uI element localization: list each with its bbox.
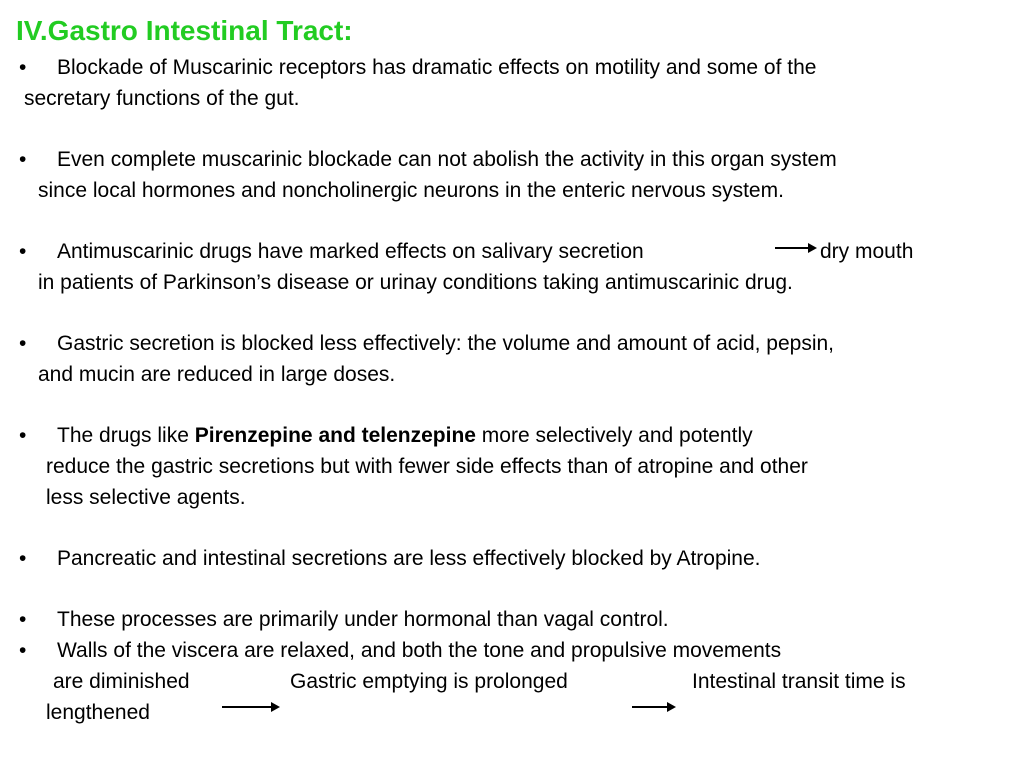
bullet-7-line-1: These processes are primarily under hormonal than vagal control. [57, 608, 669, 631]
bullet-marker: • [19, 332, 27, 355]
bullet-2-line-1: Even complete muscarinic blockade can not abolish the activity in this organ system [57, 148, 837, 171]
bullet-5-text-pre: The drugs like [57, 424, 195, 447]
bullet-marker: • [19, 56, 27, 79]
bullet-5-text-post: more selectively and potently [475, 424, 753, 447]
bullet-marker: • [19, 639, 27, 662]
bullet-marker: • [19, 240, 27, 263]
right-arrow-icon [632, 706, 674, 708]
bullet-1-line-2: secretary functions of the gut. [24, 87, 300, 110]
bullet-2-line-2: since local hormones and noncholinergic neurons in the enteric nervous system. [38, 179, 784, 202]
bullet-3-line-2: in patients of Parkinson’s disease or urinay conditions taking antimuscarinic drug. [38, 271, 793, 294]
bullet-8-line-2-part-a: are diminished [53, 670, 190, 693]
bullet-8-line-1: Walls of the viscera are relaxed, and both the tone and propulsive movements [57, 639, 782, 662]
bullet-6-line-1: Pancreatic and intestinal secretions are less effectively blocked by Atropine. [57, 547, 761, 570]
right-arrow-icon [775, 247, 815, 249]
bullet-8-line-2-part-b: Gastric emptying is prolonged [290, 670, 568, 693]
right-arrow-icon [222, 706, 278, 708]
bullet-3-text-before-arrow: Antimuscarinic drugs have marked effects on salivary secretion [57, 240, 644, 263]
bullet-5-line-2: reduce the gastric secretions but with fewer side effects than of atropine and other [46, 455, 808, 478]
drug-names-bold: Pirenzepine and telenzepine [194, 424, 476, 447]
bullet-3-text-after-arrow: dry mouth [820, 240, 914, 263]
bullet-8-line-2-part-c: Intestinal transit time is [692, 670, 906, 693]
bullet-marker: • [19, 547, 27, 570]
bullet-4-line-2: and mucin are reduced in large doses. [38, 363, 396, 386]
slide-title: IV.Gastro Intestinal Tract: [16, 15, 353, 46]
bullet-5-line-1 [57, 423, 753, 449]
bullet-marker: • [19, 424, 27, 447]
bullet-marker: • [19, 148, 27, 171]
bullet-8-line-3: lengthened [46, 701, 150, 724]
bullet-3-line-1 [57, 239, 644, 265]
bullet-4-line-1: Gastric secretion is blocked less effectively: the volume and amount of acid, pepsin, [57, 332, 835, 355]
bullet-5-line-3: less selective agents. [46, 486, 246, 509]
bullet-1-line-1: Blockade of Muscarinic receptors has dramatic effects on motility and some of the [57, 56, 817, 79]
bullet-marker: • [19, 608, 27, 631]
